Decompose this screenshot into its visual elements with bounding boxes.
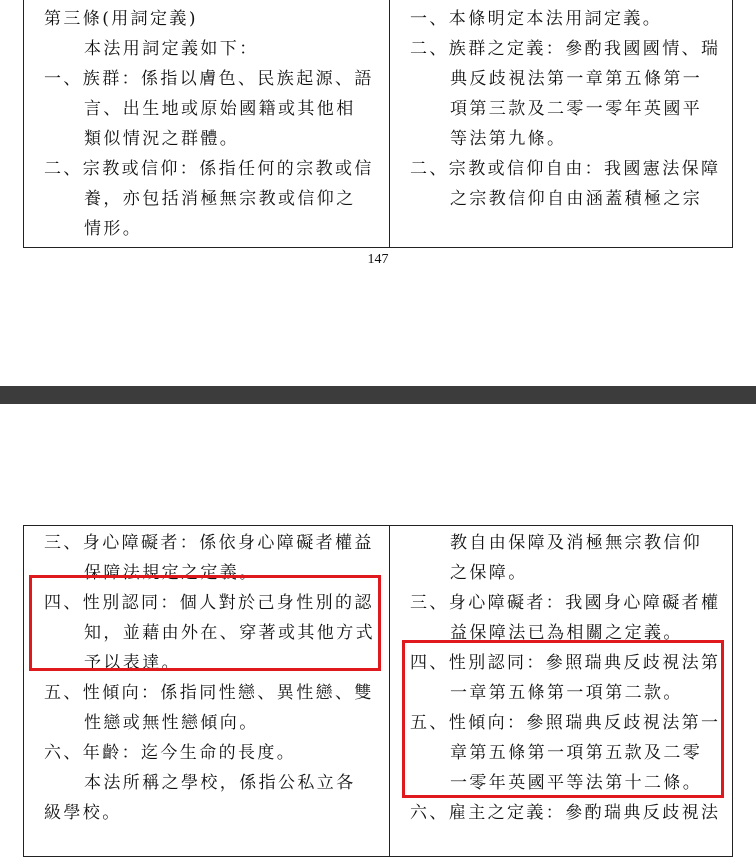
explanation-item-cont: 項第三款及二零一零年英國平 bbox=[450, 99, 703, 119]
explanation-item-cont: 之宗教信仰自由涵蓋積極之宗 bbox=[450, 189, 703, 209]
explanation-item-cont: 之保障。 bbox=[450, 563, 528, 583]
definition-item-cont: 情形。 bbox=[84, 219, 143, 239]
explanation-column bbox=[390, 0, 732, 247]
definition-item: 五、性傾向：係指同性戀、異性戀、雙 bbox=[44, 683, 374, 703]
definition-item-cont: 類似情況之群體。 bbox=[84, 129, 240, 149]
provision-text-column bbox=[24, 526, 390, 856]
definition-item-cont: 言、出生地或原始國籍或其他相 bbox=[84, 99, 356, 119]
provision-text-column bbox=[24, 0, 390, 247]
explanation-item: 五、性傾向：參照瑞典反歧視法第一 bbox=[410, 713, 721, 733]
article-intro: 本法用詞定義如下： bbox=[84, 39, 259, 59]
explanation-item-cont: 教自由保障及消極無宗教信仰 bbox=[450, 533, 703, 553]
explanation-item: 四、性別認同：參照瑞典反歧視法第 bbox=[410, 653, 721, 673]
definition-item: 三、身心障礙者：係依身心障礙者權益 bbox=[44, 533, 374, 553]
definition-item-cont: 養，亦包括消極無宗教或信仰之 bbox=[84, 189, 356, 209]
definition-item: 六、年齡：迄今生命的長度。 bbox=[44, 743, 297, 763]
definition-item-cont: 性戀或無性戀傾向。 bbox=[84, 713, 259, 733]
document-page-2 bbox=[0, 404, 756, 824]
definition-item: 一、族群：係指以膚色、民族起源、語 bbox=[44, 69, 374, 89]
article-paragraph: 本法所稱之學校，係指公私立各 bbox=[84, 773, 356, 793]
explanation-item-cont: 一章第五條第一項第二款。 bbox=[450, 683, 683, 703]
explanation-item-cont: 一零年英國平等法第十二條。 bbox=[450, 773, 703, 793]
explanation-item: 一、本條明定本法用詞定義。 bbox=[410, 9, 663, 29]
definition-item-cont: 保障法規定之定義。 bbox=[84, 563, 259, 583]
explanation-item-cont: 典反歧視法第一章第五條第一 bbox=[450, 69, 703, 89]
article-heading: 第三條(用詞定義) bbox=[44, 9, 198, 29]
provisions-table-1 bbox=[23, 0, 733, 248]
definition-item-cont: 知，並藉由外在、穿著或其他方式 bbox=[84, 623, 375, 643]
explanation-column bbox=[390, 526, 732, 856]
explanation-item-cont: 益保障法已為相關之定義。 bbox=[450, 623, 683, 643]
provisions-table-2 bbox=[23, 525, 733, 857]
explanation-item: 三、身心障礙者：我國身心障礙者權 bbox=[410, 593, 721, 613]
definition-item: 二、宗教或信仰：係指任何的宗教或信 bbox=[44, 159, 374, 179]
definition-item-cont: 予以表達。 bbox=[84, 653, 181, 673]
article-paragraph-cont: 級學校。 bbox=[44, 803, 122, 823]
page-divider bbox=[0, 386, 756, 404]
page-number: 147 bbox=[367, 252, 389, 267]
explanation-item: 六、雇主之定義：參酌瑞典反歧視法 bbox=[410, 803, 721, 823]
definition-item: 四、性別認同：個人對於己身性別的認 bbox=[44, 593, 374, 613]
explanation-item-cont: 等法第九條。 bbox=[450, 129, 567, 149]
document-page-1 bbox=[0, 0, 756, 386]
explanation-item: 二、宗教或信仰自由：我國憲法保障 bbox=[410, 159, 721, 179]
explanation-item-cont: 章第五條第一項第五款及二零 bbox=[450, 743, 703, 763]
explanation-item: 二、族群之定義：參酌我國國情、瑞 bbox=[410, 39, 721, 59]
